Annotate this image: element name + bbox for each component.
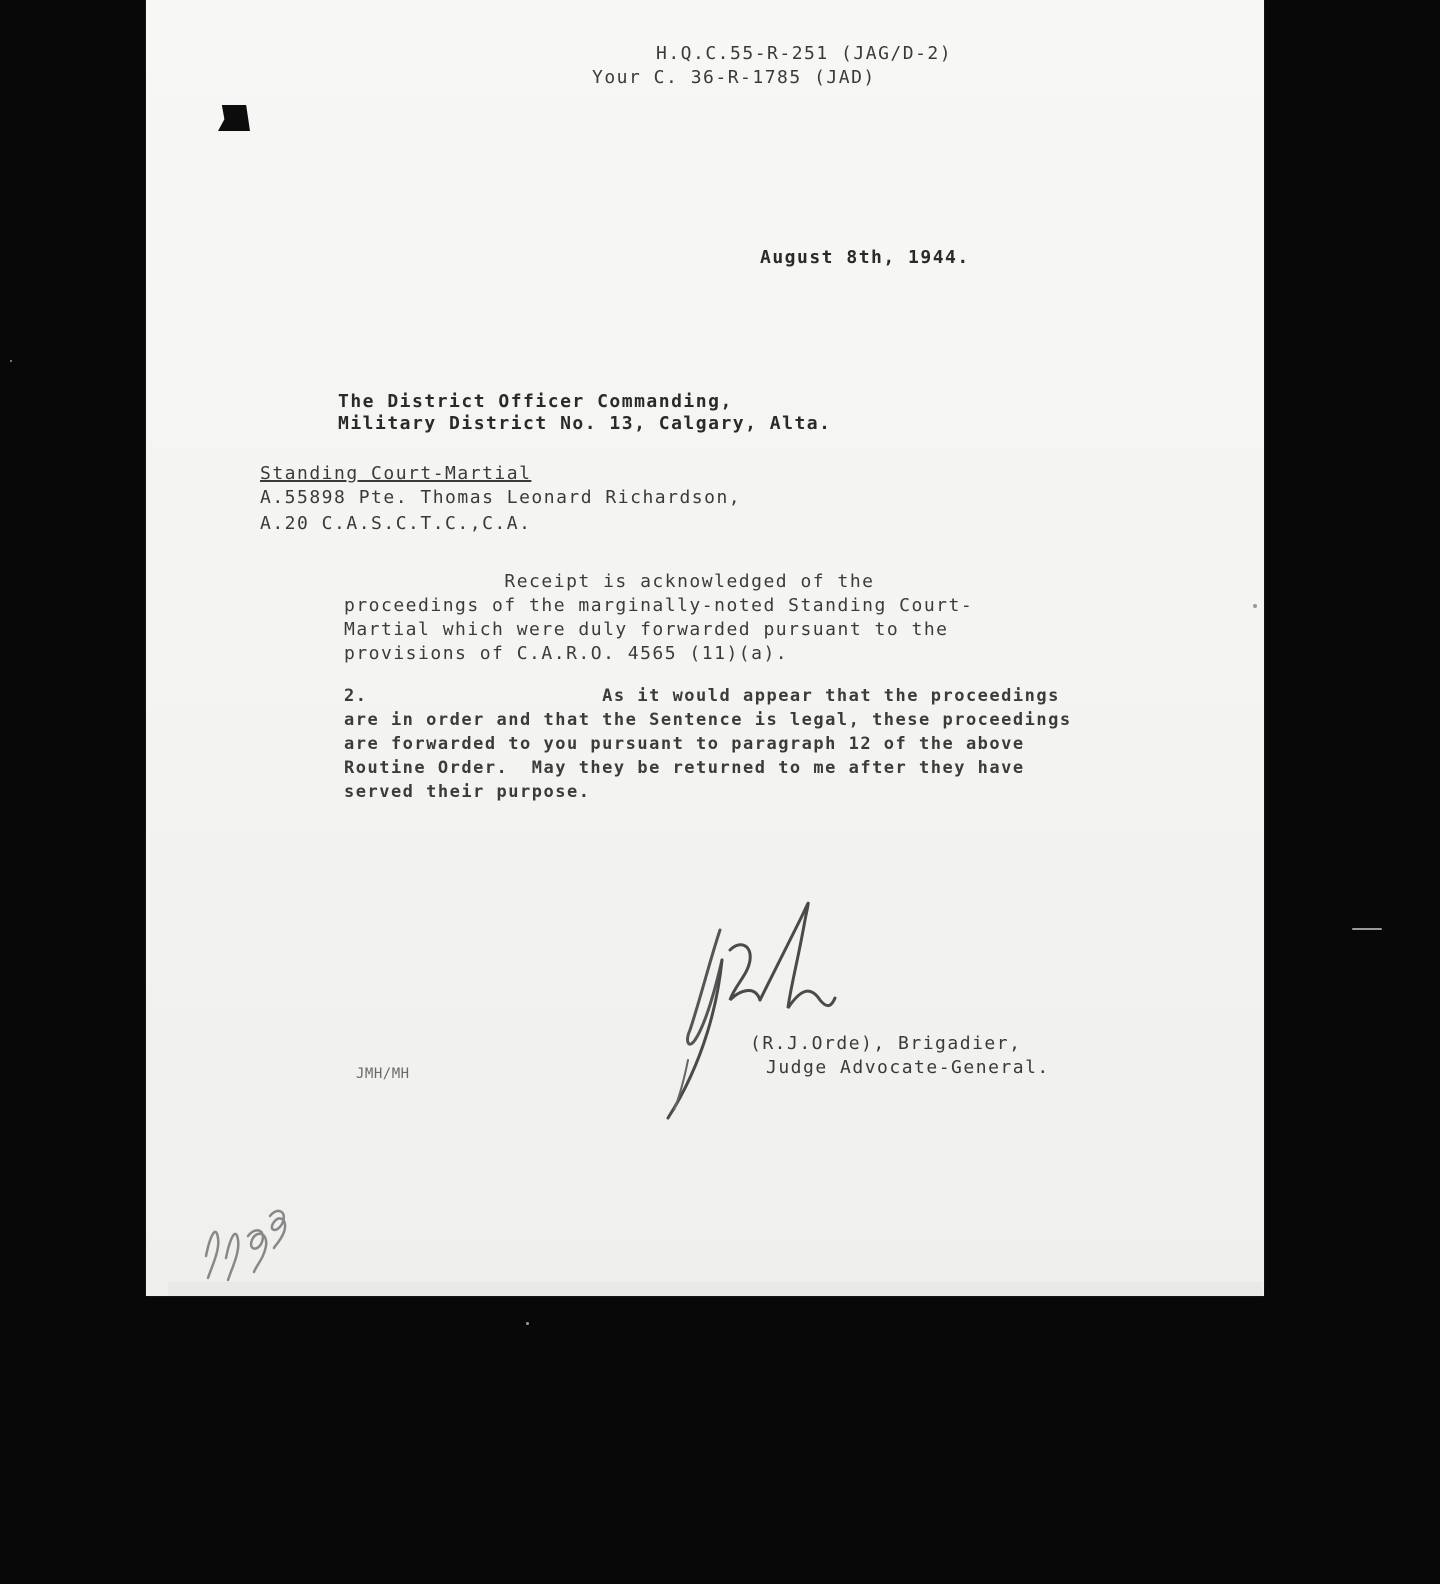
your-reference: Your C. 36-R-1785 (JAD) [592,67,876,88]
paragraph-2-line: Routine Order. May they be returned to me after they have [344,758,1025,778]
handwritten-signature [660,890,870,1130]
pencil-annotation [196,1186,292,1286]
scan-speck [10,360,12,362]
paragraph-2-line: are forwarded to you pursuant to paragraph 12 of the above [344,734,1025,754]
paragraph-1-line: Martial which were duly forwarded pursuant to the [344,619,949,640]
addressee-line-2: Military District No. 13, Calgary, Alta. [338,413,832,434]
marginal-heading: Standing Court-Martial [260,463,532,484]
page-bottom-edge [168,1282,1262,1296]
paragraph-1-line: provisions of C.A.R.O. 4565 (11)(a). [344,643,789,664]
paragraph-1-line: proceedings of the marginally-noted Standing Court- [344,595,974,616]
marginal-line-2: A.20 C.A.S.C.T.C.,C.A. [260,513,532,534]
file-reference: H.Q.C.55-R-251 (JAG/D-2) [656,43,953,64]
marginal-line-1: A.55898 Pte. Thomas Leonard Richardson, [260,487,742,508]
signatory-line-1: (R.J.Orde), Brigadier, [750,1033,1022,1054]
signatory-line-2: Judge Advocate-General. [766,1057,1050,1078]
scan-speck [1352,928,1382,930]
paragraph-2-line: 2. As it would appear that the proceedings [344,686,1060,706]
typist-initials: JMH/MH [356,1066,410,1082]
paragraph-2-line: served their purpose. [344,782,591,802]
letter-date: August 8th, 1944. [760,247,970,268]
addressee-line-1: The District Officer Commanding, [338,391,733,412]
scan-speck [1253,604,1257,608]
paragraph-2-line: are in order and that the Sentence is legal, these proceedings [344,710,1072,730]
paragraph-1-line: Receipt is acknowledged of the [344,571,875,592]
scan-speck [526,1322,529,1325]
